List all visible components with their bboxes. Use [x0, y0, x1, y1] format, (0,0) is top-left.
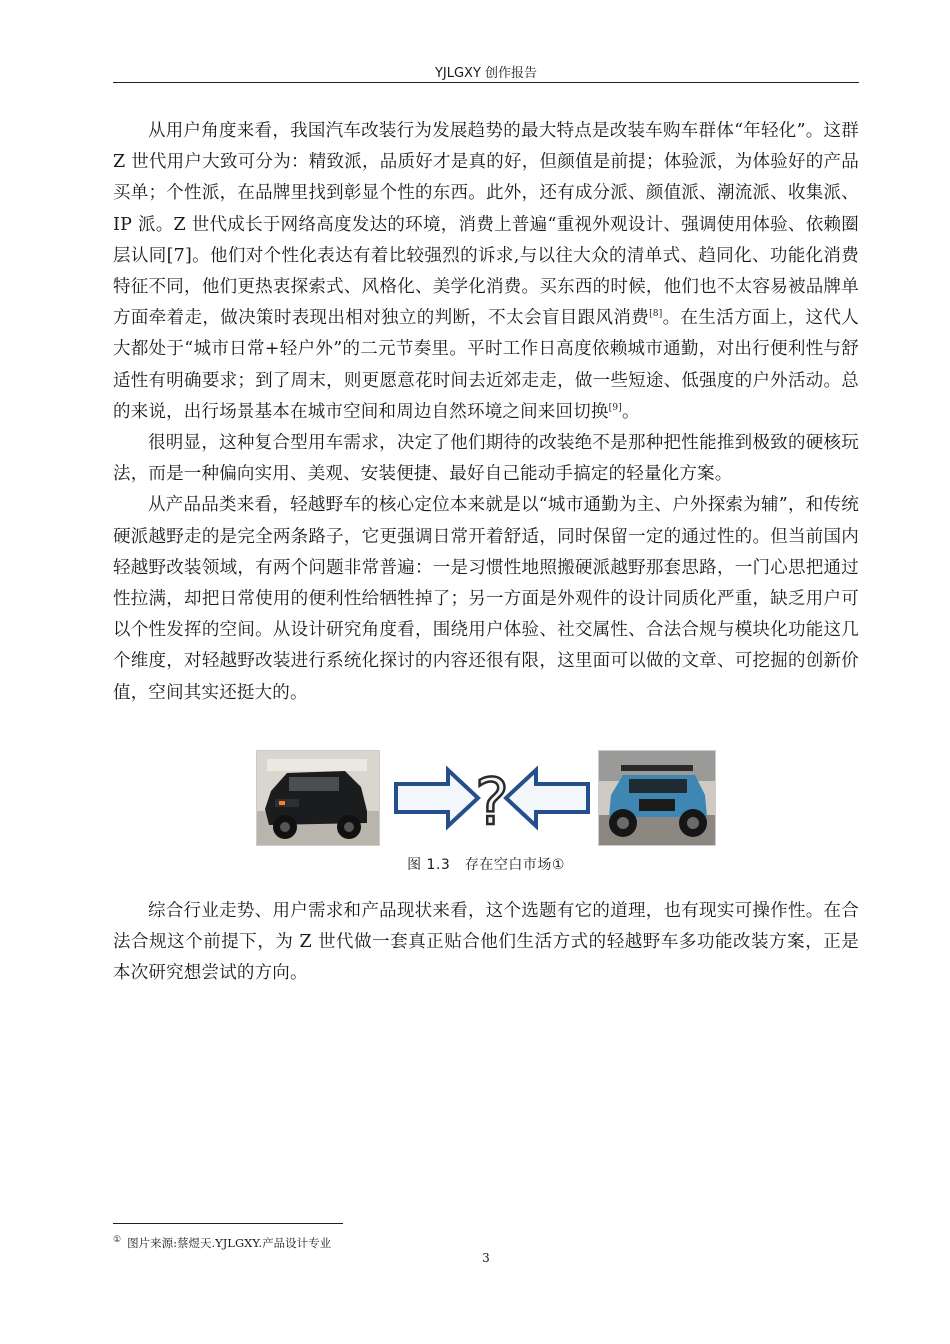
paragraph-user-perspective: 从用户角度来看，我国汽车改装行为发展趋势的最大特点是改装车购车群体“年轻化”。这群 Z 世代用户大致可分为：精致派，品质好才是真的好，但颜值是前提；体验派，为体验好的产品买单；个性派，在品牌里找到彰显个性的东西。此外，还有成分派、颜值派、潮流派、收集派、IP 派。Z 世代成长于网络高度发达的环境，消费上普遍“重视外观设计、强调使用体验、依赖圈层认同[7]。他们对个性化表达有着比较强烈的诉求,与以往大众的清单式、趋同化、功能化消费特征不同，他们更热衷探索式、风格化、美学化消费。买东西的时候，他们也不太容易被品牌单方面牵着走，做决策时表现出相对独立的判断，不太会盲目跟风消费[8]。在生活方面上，这代人大都处于“城市日常+轻户外”的二元节奏里。平时工作日高度依赖城市通勤，对出行便利性与舒适性有明确要求；到了周末，则更愿意花时间去近郊走走，做一些短途、低强度的户外活动。总的来说，出行场景基本在城市空间和周边自然环境之间来回切换[9]。 — [113, 121, 859, 422]
footnote-text: 图片来源:蔡煜天.YJLGXY.产品设计专业 — [127, 1235, 332, 1250]
body-text-bottom — [113, 896, 859, 990]
svg-text:?: ? — [475, 768, 509, 834]
paragraph-text-continued: 。在生活方面上，这代人大都处于“城市日常+轻户外”的二元节奏里。平时工作日高度依赖城市通勤，对出行便利性与舒适性有明确要求；到了周末，则更愿意花时间去近郊走走，做一些短途、低强度的户外活动。总的来说，出行场景基本在城市空间和周边自然环境之间来回切换 — [113, 308, 859, 422]
paragraph-product-category: 从产品品类来看，轻越野车的核心定位本来就是以“城市通勤为主、户外探索为辅”，和传统硬派越野走的是完全两条路子，它更强调日常开着舒适，同时保留一定的通过性的。但当前国内轻越野改装领域，有两个问题非常普遍：一是习惯性地照搬硬派越野那套思路，一门心思把通过性拉满，却把日常使用的便利性给牺牲掉了；另一方面是外观件的设计同质化严重，缺乏用户可以个性发挥的空间。从设计研究角度看，围绕用户体验、社交属性、合法合规与模块化功能这几个维度，对轻越野改装进行系统化探讨的内容还很有限，这里面可以做的文章、可挖掘的创新价值，空间其实还挺大的。 — [113, 495, 859, 703]
paragraph-demand: 很明显，这种复合型用车需求，决定了他们期待的改装绝不是那种把性能推到极致的硬核玩法，而是一种偏向实用、美观、安装便捷、最好自己能动手搞定的轻量化方案。 — [113, 433, 859, 485]
footnote-mark: ① — [113, 1235, 122, 1245]
paragraph-text: 从用户角度来看，我国汽车改装行为发展趋势的最大特点是改装车购车群体“年轻化”。这群 Z 世代用户大致可分为：精致派，品质好才是真的好，但颜值是前提；体验派，为体验好的产品买单；个性派，在品牌里找到彰显个性的东西。此外，还有成分派、颜值派、潮流派、收集派、IP 派。Z 世代成长于网络高度发达的环境，消费上普遍“重视外观设计、强调使用体验、依赖圈层认同[7]。他们对个性化表达有着比较强烈的诉求,与以往大众的清单式、趋同化、功能化消费特征不同，他们更热衷探索式、风格化、美学化消费。买东西的时候，他们也不太容易被品牌单方面牵着走，做决策时表现出相对独立的判断，不太会盲目跟风消费 — [113, 121, 859, 329]
citation-9: [9] — [608, 403, 622, 413]
page-number: 3 — [482, 1251, 490, 1265]
paragraph-conclusion: 综合行业走势、用户需求和产品现状来看，这个选题有它的道理，也有现实可操作性。在合法合规这个前提下，为 Z 世代做一套真正贴合他们生活方式的轻越野车多功能改装方案，正是本次研究想尝试的方向。 — [113, 901, 859, 984]
body-text-top — [113, 116, 859, 709]
footnote-divider — [113, 1223, 343, 1224]
citation-8: [8] — [649, 309, 663, 320]
black-offroad-suv-photo — [256, 750, 380, 846]
figure-1-3 — [256, 750, 716, 846]
blue-jeep-photo — [598, 750, 716, 846]
header-divider — [113, 82, 859, 83]
page-header: YJLGXY 创作报告 — [434, 66, 538, 81]
question-mark-icon — [466, 768, 518, 834]
figure-caption: 图 1.3 存在空白市场① — [407, 857, 565, 873]
footnote — [113, 1232, 331, 1251]
